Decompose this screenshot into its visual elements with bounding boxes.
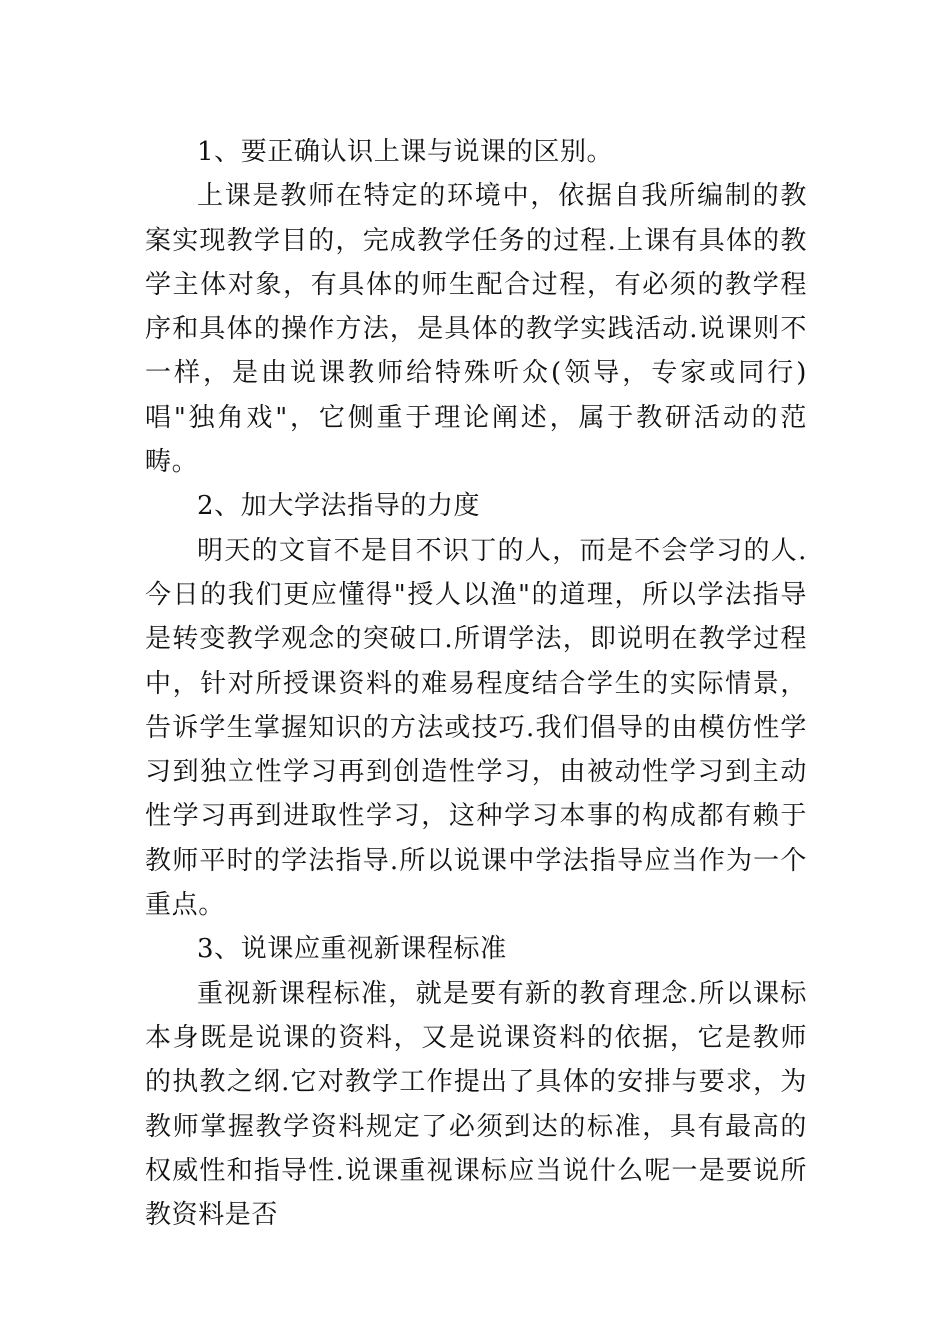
paragraph-2: 明天的文盲不是目不识丁的人，而是不会学习的人.今日的我们更应懂得"授人以渔"的道理，所以学法指导是转变教学观念的突破口.所谓学法，即说明在教学过程中，针对所授课资料的难易程度结合学生的实际情景，告诉学生掌握知识的方法或技巧.我们倡导的由模仿性学习到独立性学习再到创造性学习，由被动性学习到主动性学习再到进取性学习，这种学习本事的构成都有赖于教师平时的学法指导.所以说课中学法指导应当作为一个重点。 [145, 535, 807, 921]
document-body [145, 130, 807, 1237]
paragraph-3: 重视新课程标准，就是要有新的教育理念.所以课标本身既是说课的资料，又是说课资料的依据，它是教师的执教之纲.它对教学工作提出了具体的安排与要求，为教师掌握教学资料规定了必须到达的标准，具有最高的权威性和指导性.说课重视课标应当说什么呢一是要说所教资料是否 [145, 978, 807, 1231]
heading-2: 2、加大学法指导的力度 [197, 491, 481, 522]
heading-1: 1、要正确认识上课与说课的区别。 [197, 137, 614, 167]
paragraph-1: 上课是教师在特定的环境中，依据自我所编制的教案实现教学目的，完成教学任务的过程.上课有具体的教学主体对象，有具体的师生配合过程，有必须的教学程序和具体的操作方法，是具体的教学实践活动.说课则不一样，是由说课教师给特殊听众(领导，专家或同行)唱"独角戏"，它侧重于理论阐述，属于教研活动的范畴。 [145, 181, 807, 478]
heading-3: 3、说课应重视新课程标准 [197, 934, 507, 965]
